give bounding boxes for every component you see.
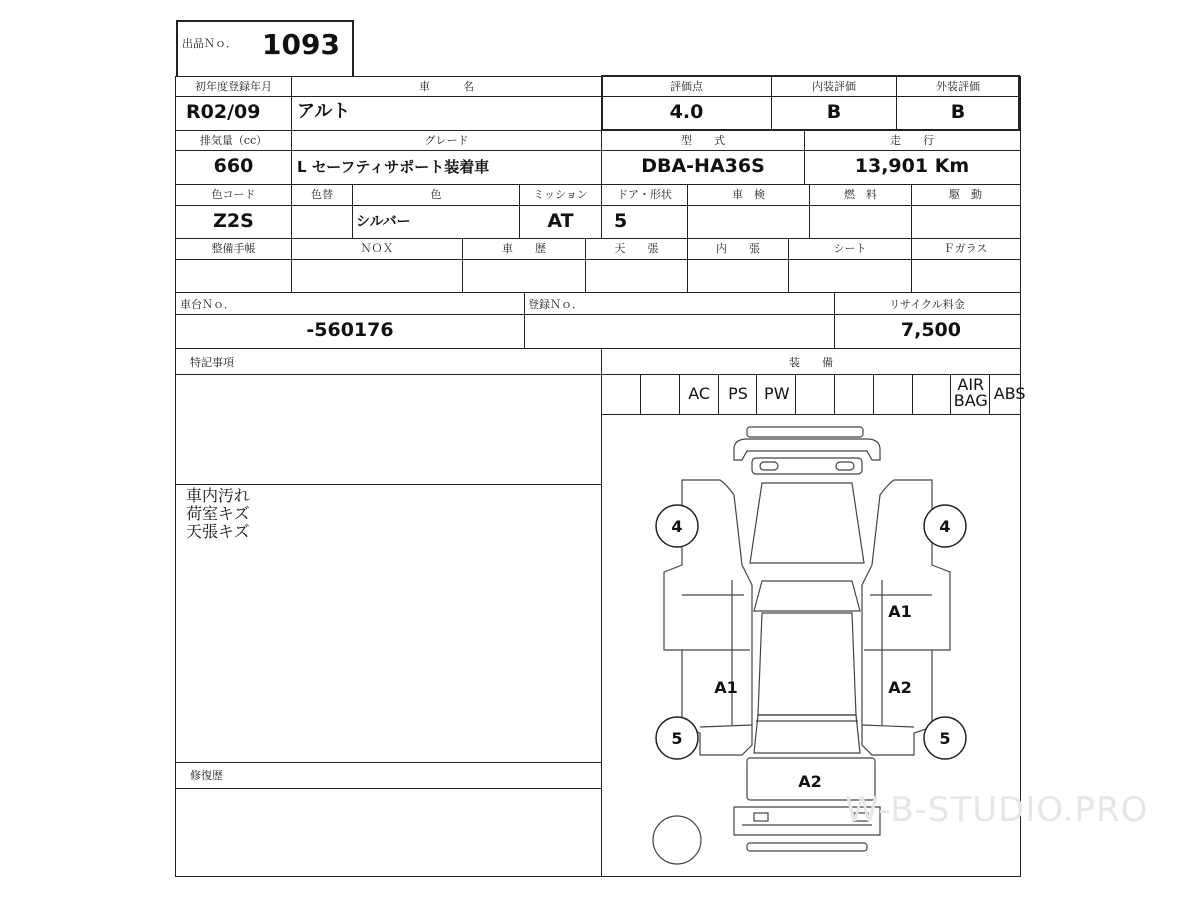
service-book-label: 整備手帳 [211, 242, 256, 255]
color-label: 色 [430, 188, 442, 201]
color-code-value: Z2S [213, 210, 254, 232]
equipment-cell [718, 374, 757, 414]
equipment-cell [950, 374, 989, 414]
equipment-cell [756, 374, 795, 414]
roof-label: 天 張 [614, 242, 659, 255]
equipment-cell [873, 374, 912, 414]
mileage-value: 13,901 Km [854, 155, 970, 177]
equipment-label: 装 備 [789, 356, 833, 369]
mileage-label: 走 行 [890, 134, 934, 147]
f-glass-label: Ｆガラス [943, 242, 988, 255]
first-reg-value: R02/09 [186, 101, 261, 123]
interior-lining-label: 内 張 [716, 242, 760, 255]
note-line-3: 天張キズ [186, 522, 250, 541]
lot-number: 1093 [262, 28, 340, 61]
equipment-item-label: AC [688, 384, 711, 403]
exterior-grade-value: B [950, 101, 966, 123]
interior-grade-value: B [826, 101, 842, 123]
grade-label: グレード [424, 134, 469, 147]
reg-no-label: 登録Ｎｏ． [528, 298, 583, 311]
tire-front-right-mark: 4 [939, 517, 951, 536]
nox-label: ＮＯＸ [360, 242, 394, 255]
tire-rear-right-mark: 5 [939, 729, 951, 748]
tire-front-left-mark: 4 [671, 517, 683, 536]
score-label: 評価点 [670, 80, 703, 93]
equipment-item-label: PS [728, 384, 748, 403]
color-code-label: 色コード [211, 188, 256, 201]
drive-label: 駆 動 [949, 188, 982, 201]
equipment-cell [679, 374, 718, 414]
doors-value: 5 [614, 210, 628, 232]
displacement-label: 排気量（cc） [199, 134, 268, 147]
chassis-value: -560176 [306, 319, 394, 341]
transmission-label: ミッション [533, 188, 588, 201]
right-front-door-mark: A1 [888, 602, 912, 621]
tire-rear-left-mark: 5 [671, 729, 683, 748]
right-rear-door-mark: A2 [888, 678, 912, 697]
model-label: 型 式 [681, 134, 725, 147]
equipment-item-label: PW [764, 384, 790, 403]
recycle-value: 7,500 [900, 319, 961, 341]
note-line-2: 荷室キズ [186, 504, 250, 523]
transmission-value: AT [547, 210, 574, 232]
fuel-label: 燃 料 [844, 188, 877, 201]
color-change-label: 色替 [311, 188, 333, 201]
equipment-cell [834, 374, 873, 414]
inspection-label: 車 検 [732, 188, 765, 201]
grade-value: L セーフティサポート装着車 [297, 158, 490, 176]
rear-bumper-mark: A2 [798, 772, 822, 791]
first-reg-label: 初年度登録年月 [195, 80, 272, 93]
equipment-cell [795, 374, 834, 414]
color-value: シルバー [356, 214, 411, 230]
recycle-label: リサイクル料金 [889, 298, 965, 311]
doors-label: ドア・形状 [617, 188, 672, 201]
note-line-1: 車内汚れ [186, 486, 251, 505]
equipment-cell [912, 374, 951, 414]
equipment-cell [640, 374, 679, 414]
car-name-label: 車 名 [419, 80, 474, 93]
watermark-text: W-B-STUDIO.PRO [845, 790, 1149, 830]
lot-label: 出品Ｎｏ． [182, 37, 237, 50]
exterior-grade-label: 外装評価 [936, 80, 980, 93]
notes-label: 特記事項 [190, 356, 234, 369]
left-rear-door-mark: A1 [714, 678, 738, 697]
interior-grade-label: 内装評価 [812, 80, 856, 93]
repair-label: 修復歴 [190, 769, 223, 782]
displacement-value: 660 [213, 155, 254, 177]
model-value: DBA-HA36S [641, 155, 765, 177]
seat-label: シート [833, 242, 867, 255]
car-name-value: アルト [297, 101, 351, 122]
score-value: 4.0 [669, 101, 704, 123]
equipment-item-label: ABS [993, 384, 1026, 403]
chassis-label: 車台Ｎｏ． [180, 298, 235, 311]
equipment-cell [989, 374, 1028, 414]
equipment-item-label: AIR BAG [953, 375, 988, 410]
history-label: 車 歴 [502, 242, 546, 255]
